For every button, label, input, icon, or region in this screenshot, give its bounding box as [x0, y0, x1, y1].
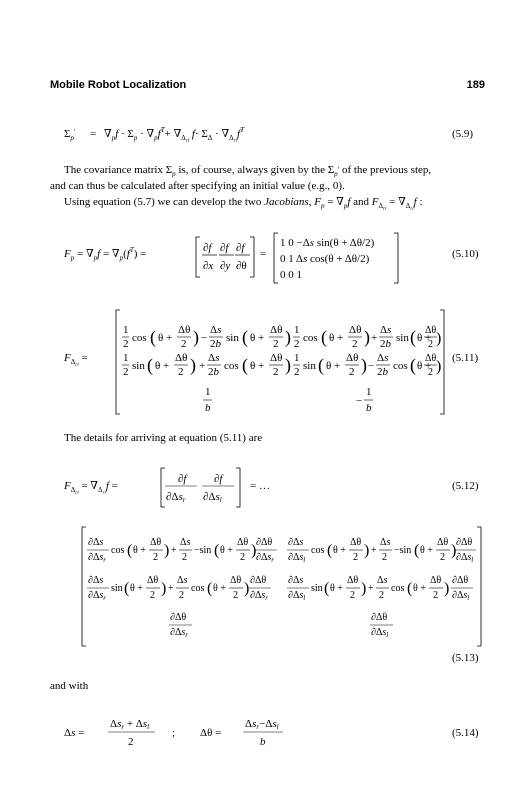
svg-text:cos: cos [191, 583, 205, 594]
svg-text:(: ( [318, 355, 324, 375]
svg-text:2b: 2b [208, 366, 219, 378]
equation-number-5-11: (5.11) [452, 352, 479, 364]
svg-text:(: ( [124, 580, 130, 597]
svg-text:Δs: Δs [377, 352, 389, 364]
svg-text:2: 2 [433, 590, 438, 601]
svg-text:Δθ: Δθ [425, 325, 437, 336]
svg-text:cos: cos [224, 360, 239, 372]
svg-text:−: − [356, 395, 363, 407]
svg-text:Δθ: Δθ [147, 575, 159, 586]
svg-text:The details for arriving at eq: The details for arriving at equation (5.11) are [64, 432, 263, 444]
svg-text:θ +: θ + [130, 583, 143, 594]
svg-text:sin: sin [303, 360, 316, 372]
svg-text:Δθ: Δθ [347, 575, 359, 586]
svg-text:2: 2 [123, 338, 129, 350]
svg-text:=: = [260, 248, 267, 260]
svg-text:∂Δsr: $\partial\Delta s_r$ [170, 627, 189, 639]
svg-text:θ +: θ + [333, 545, 346, 556]
svg-text:∂Δsl: $\partial\Delta s_l$ [452, 590, 470, 602]
svg-text:+: + [371, 332, 378, 344]
svg-text:2: 2 [428, 339, 433, 350]
svg-text:θ +: θ + [155, 360, 170, 372]
svg-text:Δθ: Δθ [237, 537, 249, 548]
svg-text:∇pf · Σp · ∇pfT+ ∇Δrl f· ΣΔ ·: $\nabla_pf \cdot \Sigma_p \cdot \nabla_pf^T+ \nabla_\Delta rl$ $f\cdot \Sigma_\Delta \cdot \nabla_\Delta rlf^T$ [104, 126, 244, 144]
svg-text:1: 1 [123, 324, 129, 336]
svg-text:−: − [201, 332, 208, 344]
svg-text:): ) [364, 327, 370, 347]
svg-text:∂Δθ: ∂Δθ [170, 612, 187, 623]
svg-text:∂Δsr: $\partial\Delta s_r$ [88, 552, 107, 564]
svg-text:∂Δsr: $\partial\Delta s_r$ [250, 590, 269, 602]
svg-text:∂Δθ: ∂Δθ [452, 575, 469, 586]
svg-text:−sin: −sin [194, 545, 212, 556]
svg-text:θ +: θ + [417, 332, 432, 344]
svg-text:Using equation (5.7) we can de: Using equation (5.7) we can develop the two Jacobians, $F_p = \nabla_pf$ and $F_\Delta rl = \nabla_\Delta rlf$ : [64, 196, 423, 212]
svg-text:2: 2 [150, 590, 155, 601]
svg-text:∂x: ∂x [203, 260, 214, 272]
svg-text:2: 2 [178, 366, 184, 378]
equation-number-5-13: (5.13) [452, 652, 479, 664]
svg-text:∂Δs: ∂Δs [288, 575, 304, 586]
svg-text:2b: 2b [377, 366, 388, 378]
svg-text:): ) [161, 580, 167, 597]
svg-text:1: 1 [123, 352, 129, 364]
svg-text:): ) [251, 542, 257, 559]
svg-text:b: b [366, 402, 372, 414]
svg-text:2: 2 [382, 552, 387, 563]
svg-text:Δs =: Δs = [64, 727, 85, 739]
svg-text:∂Δθ: ∂Δθ [456, 537, 473, 548]
svg-text:1: 1 [294, 324, 300, 336]
svg-text:1: 1 [205, 386, 211, 398]
svg-text:−sin: −sin [394, 545, 412, 556]
svg-text:(: ( [324, 580, 330, 597]
svg-text:): ) [244, 580, 250, 597]
svg-text:Δs: Δs [377, 575, 388, 586]
svg-text:+: + [368, 583, 374, 594]
svg-text:2: 2 [153, 552, 158, 563]
svg-text:Δs: Δs [380, 537, 391, 548]
svg-text:∂Δθ: ∂Δθ [371, 612, 388, 623]
svg-text:∂Δsl: $\partial\Delta s_l$ [288, 552, 306, 564]
svg-text:∂f: ∂f [236, 242, 245, 254]
svg-text:(: ( [327, 542, 333, 559]
svg-text:(: ( [410, 355, 416, 375]
svg-text:2: 2 [428, 367, 433, 378]
svg-text:cos: cos [111, 545, 125, 556]
svg-text:Δθ: Δθ [150, 537, 162, 548]
svg-text:2: 2 [350, 590, 355, 601]
svg-text:2: 2 [233, 590, 238, 601]
svg-text:θ +: θ + [250, 360, 265, 372]
svg-text:2: 2 [294, 366, 300, 378]
svg-text:2: 2 [181, 338, 187, 350]
paragraph-details [64, 432, 262, 444]
paragraph-and-with [50, 680, 89, 692]
svg-text:∂Δθ: ∂Δθ [250, 575, 267, 586]
svg-text:Δθ: Δθ [178, 324, 191, 336]
svg-text:1: 1 [366, 386, 372, 398]
svg-text:+: + [371, 545, 377, 556]
svg-text:and with: and with [50, 680, 89, 692]
svg-text:The covariance matrix Σp is,: The covariance matrix $\Sigma_p$ is, of course, always given by the $\Sigma_p'$ of the previous step, [64, 164, 432, 178]
svg-text:2: 2 [240, 552, 245, 563]
svg-text:(: ( [214, 542, 220, 559]
svg-text:cos: cos [303, 332, 318, 344]
svg-text:=: = [90, 128, 97, 140]
svg-text:2: 2 [123, 366, 129, 378]
svg-text:θ +: θ + [329, 332, 344, 344]
svg-text:Δs: Δs [208, 352, 220, 364]
svg-text:∂Δsl: ∂Δsl [203, 491, 222, 504]
svg-text:θ +: θ + [326, 360, 341, 372]
svg-text:−: − [368, 360, 375, 372]
svg-text:∂f: ∂f [178, 473, 187, 485]
svg-text:): ) [451, 542, 457, 559]
svg-text:): ) [285, 355, 291, 375]
svg-text:): ) [285, 327, 291, 347]
svg-text:θ +: θ + [158, 332, 173, 344]
svg-text:(: ( [207, 580, 213, 597]
svg-text:2: 2 [353, 552, 358, 563]
svg-text:= …: = … [250, 480, 270, 492]
svg-text:θ +: θ + [133, 545, 146, 556]
svg-text:θ +: θ + [220, 545, 233, 556]
svg-text:θ +: θ + [213, 583, 226, 594]
svg-text:cos: cos [311, 545, 325, 556]
svg-text:Δθ: Δθ [346, 352, 359, 364]
equation-number-5-14: (5.14) [452, 727, 479, 739]
svg-text:sin: sin [111, 583, 123, 594]
svg-text:∂Δsr: ∂Δsr [166, 491, 186, 504]
svg-text:Δθ: Δθ [270, 352, 283, 364]
svg-text:2: 2 [179, 590, 184, 601]
svg-text:∂f: ∂f [203, 242, 212, 254]
svg-text:(: ( [407, 580, 413, 597]
svg-text:∂Δsl: $\partial\Delta s_l$ [371, 627, 389, 639]
svg-text:∂Δsr: $\partial\Delta s_r$ [88, 590, 107, 602]
svg-text:(: ( [410, 327, 416, 347]
svg-text:2b: 2b [380, 338, 391, 350]
svg-text:∂Δsl: $\partial\Delta s_l$ [288, 590, 306, 602]
svg-text:1: 1 [294, 352, 300, 364]
svg-text:2: 2 [273, 338, 279, 350]
paragraph-covariance [50, 164, 431, 212]
svg-text:): ) [361, 355, 367, 375]
equation-5-13 [82, 527, 481, 646]
svg-text:θ +: θ + [250, 332, 265, 344]
svg-text:∂f: ∂f [214, 473, 223, 485]
svg-text:∂Δs: ∂Δs [88, 537, 104, 548]
svg-text:2b: 2b [210, 338, 221, 350]
svg-text:b: b [260, 736, 266, 748]
equation-5-10 [63, 233, 398, 283]
svg-text:cos: cos [132, 332, 147, 344]
svg-text:Δs: Δs [210, 324, 222, 336]
equation-5-11 [63, 310, 444, 414]
svg-text:): ) [190, 355, 196, 375]
running-header-title: Mobile Robot Localization [50, 79, 187, 91]
svg-text:2: 2 [294, 338, 300, 350]
svg-text:θ +: θ + [413, 583, 426, 594]
equation-5-12 [63, 468, 270, 507]
svg-text:FΔrl = ∇Δrlf =: $F_\Delta rl = \nabla_\Delta rlf$ = [64, 480, 118, 496]
svg-text:sin: sin [311, 583, 323, 594]
svg-text:2: 2 [352, 338, 358, 350]
equation-5-9 [64, 126, 245, 144]
svg-text:Δθ: Δθ [230, 575, 242, 586]
svg-text:): ) [364, 542, 370, 559]
svg-text:(: ( [147, 355, 153, 375]
equation-number-5-10: (5.10) [452, 248, 479, 260]
svg-text:): ) [361, 580, 367, 597]
svg-text:;: ; [172, 727, 176, 739]
svg-text:0 0 1: 0 0 1 [280, 269, 302, 281]
svg-text:): ) [444, 580, 450, 597]
svg-text:Δθ: Δθ [437, 537, 449, 548]
svg-text:Σp′: $\Sigma_p'$ [64, 128, 76, 142]
equation-5-14 [64, 718, 283, 748]
svg-text:sin: sin [132, 360, 145, 372]
equation-number-5-12: (5.12) [452, 480, 479, 492]
svg-text:0 1 Δs cos(θ + Δθ/2): 0 1 Δs cos(θ + Δθ/2) [280, 253, 370, 265]
svg-text:Δsr + Δsl: Δsr + Δsl [110, 718, 150, 731]
svg-text:cos: cos [391, 583, 405, 594]
svg-text:and can thus be calculated aft: and can thus be calculated after specifying an initial value (e.g., 0). [50, 180, 345, 192]
svg-text:∂y: ∂y [220, 260, 231, 272]
svg-text:∂Δs: ∂Δs [88, 575, 104, 586]
svg-text:2: 2 [182, 552, 187, 563]
svg-text:θ +: θ + [420, 545, 433, 556]
svg-text:+: + [171, 545, 177, 556]
svg-text:cos: cos [393, 360, 408, 372]
svg-text:θ +: θ + [417, 360, 432, 372]
svg-text:sin: sin [226, 332, 239, 344]
svg-text:2: 2 [379, 590, 384, 601]
svg-text:(: ( [242, 327, 248, 347]
svg-text:): ) [436, 330, 442, 347]
svg-text:b: b [205, 402, 211, 414]
svg-text:(: ( [242, 355, 248, 375]
svg-text:Δθ: Δθ [350, 537, 362, 548]
svg-text:θ +: θ + [330, 583, 343, 594]
svg-text:+: + [168, 583, 174, 594]
svg-text:Δθ: Δθ [175, 352, 188, 364]
svg-text:∂Δθ: ∂Δθ [256, 537, 273, 548]
svg-text:∂θ: ∂θ [236, 260, 247, 272]
svg-text:Δs: Δs [180, 537, 191, 548]
svg-text:Δθ: Δθ [270, 324, 283, 336]
equation-number-5-9: (5.9) [452, 128, 474, 140]
svg-text:∂Δs: ∂Δs [288, 537, 304, 548]
svg-text:2: 2 [128, 736, 134, 748]
svg-text:): ) [164, 542, 170, 559]
svg-text:FΔrl =: $F_\Delta rl$ = [64, 352, 88, 368]
svg-text:sin: sin [396, 332, 409, 344]
svg-text:Δsr−Δsl: Δsr−Δsl [245, 718, 279, 731]
svg-text:Δθ: Δθ [425, 353, 437, 364]
svg-text:+: + [199, 360, 206, 372]
page-number: 189 [466, 79, 485, 91]
svg-text:∂Δsr: $\partial\Delta s_r$ [256, 552, 275, 564]
svg-text:Δs: Δs [380, 324, 392, 336]
svg-text:(: ( [150, 327, 156, 347]
svg-text:∂Δsl: $\partial\Delta s_l$ [456, 552, 474, 564]
svg-text:Δs: Δs [177, 575, 188, 586]
svg-text:(: ( [414, 542, 420, 559]
svg-text:∂f: ∂f [220, 242, 229, 254]
svg-text:Δθ: Δθ [349, 324, 362, 336]
svg-text:1 0 −Δs sin(θ + Δθ/2): 1 0 −Δs sin(θ + Δθ/2) [280, 237, 375, 249]
svg-text:2: 2 [440, 552, 445, 563]
svg-text:Δθ =: Δθ = [200, 727, 222, 739]
svg-text:2: 2 [273, 366, 279, 378]
svg-text:): ) [436, 358, 442, 375]
svg-text:Δθ: Δθ [430, 575, 442, 586]
svg-text:(: ( [321, 327, 327, 347]
svg-text:): ) [193, 327, 199, 347]
svg-text:Fp = ∇pf = ∇p(fT) =: $F_p = \nabla_pf = \nabla_p(f^T)$ = [64, 246, 147, 262]
svg-text:(: ( [127, 542, 133, 559]
svg-text:2: 2 [349, 366, 355, 378]
